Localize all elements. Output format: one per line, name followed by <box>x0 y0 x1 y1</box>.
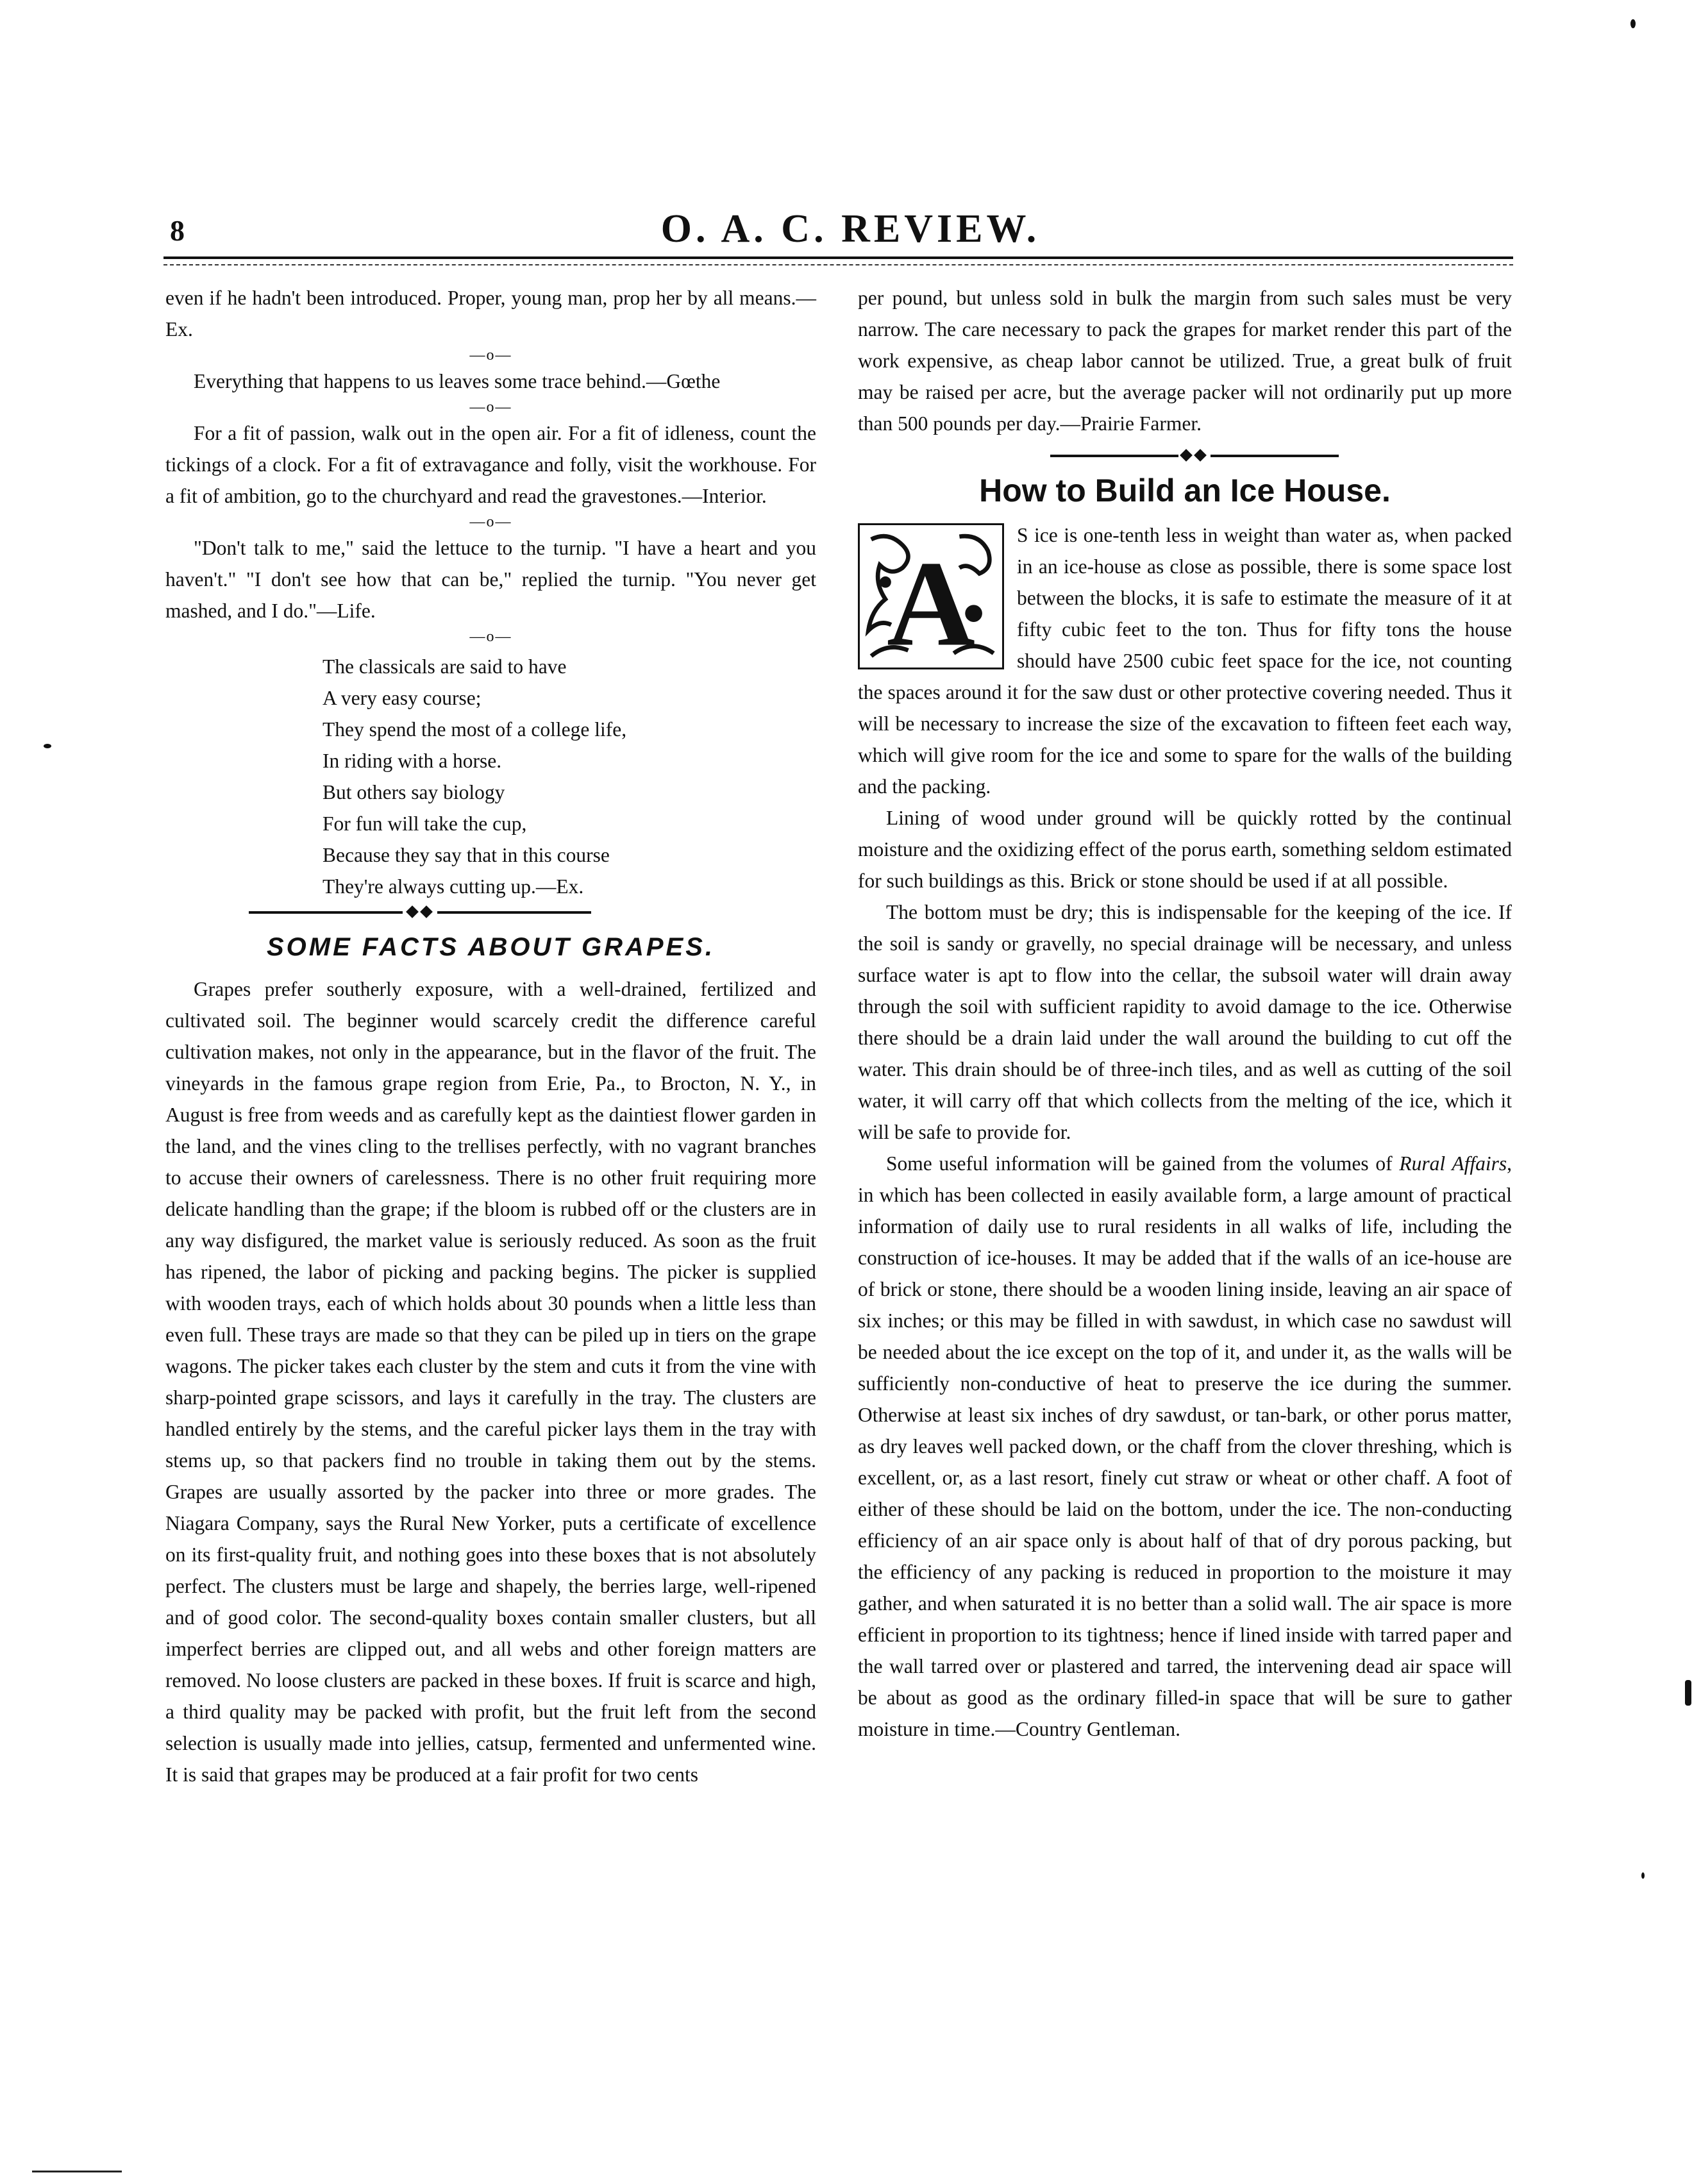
paragraph-proper-young-man: even if he hadn't been introduced. Proper, young man, prop her by all means.—Ex. <box>165 287 816 340</box>
scan-speck <box>44 744 51 748</box>
scan-speck <box>1685 1680 1691 1706</box>
header-rule <box>163 256 1513 259</box>
poem-line: They spend the most of a college life, <box>323 718 627 741</box>
grapes-article-continued: per pound, but unless sold in bulk the margin from such sales must be very narrow. The care necessary to pack the grapes for market render this part of the work expensive, as cheap labor cannot be utilized. True, a great bulk of fruit may be raised per acre, but the average packer will not ordinarily put up more than 500 pounds per day.—Prairie Farmer. <box>858 287 1512 435</box>
ornamental-dropcap-a <box>858 523 1004 669</box>
book-title-rural-affairs: Rural Affairs <box>1399 1152 1507 1175</box>
poem-classicals <box>323 651 816 902</box>
right-column <box>858 282 1512 1745</box>
page-number: 8 <box>170 214 185 247</box>
dropcap-illustration-icon <box>860 525 1002 668</box>
grapes-article-text: Grapes prefer southerly exposure, with a well-drained, fertilized and cultivated soil. The beginner would scarcely credit the difference careful cultivation makes, not only in the appearance, but in the flavor of the fruit. The vineyards in the famous grape region from Erie, Pa., to Brocton, N. Y., in August is free from weeds and as carefully kept as the daintiest flower garden in the land, and the vines cling to the trellises perfectly, with no vagrant branches to accuse their owners of carelessness. There is no other fruit requiring more delicate handling than the grape; if the bloom is rubbed off or the clusters are in any way disfigured, the market value is seriously reduced. As soon as the fruit has ripened, the labor of picking and packing begins. The picker is supplied with wooden trays, each of which holds about 30 pounds when a little less than even full. These trays are made so that they can be piled up in tiers on the grape wagons. The picker takes each cluster by the stem and cuts it from the vine with sharp-pointed grape scissors, and lays it carefully in the tray. The clusters are handled entirely by the stems, and the careful picker lays them in the tray with stems up, so that packers find no trouble in taking them out by the stems. Grapes are usually assorted by the packer into three or more grades. The Niagara Company, says the Rural New Yorker, puts a certificate of excellence on its first-quality fruit, and nothing goes into these boxes that is not absolutely perfect. The clusters must be large and shapely, the berries large, well-ripened and of good color. The second-quality boxes contain smaller clusters, but all imperfect berries are clipped out, and all webs and other foreign matters are removed. No loose clusters are packed in these boxes. If fruit is scarce and high, a third quality may be packed with profit, but the fruit left from the second selection is usually made into jellies, catsup, fermented and unfermented wine. It is said that grapes may be produced at a fair profit for two cents <box>165 978 816 1786</box>
separator: —o— <box>469 347 512 364</box>
left-column <box>165 282 816 1790</box>
poem-line: A very easy course; <box>323 687 482 709</box>
grapes-heading: SOME FACTS ABOUT GRAPES. <box>266 933 715 961</box>
ice-paragraph-weight: S ice is one-tenth less in weight than water as, when packed in an ice-house as close as possible, there is some space lost between the blocks, it is safe to estimate the measure of it at fifty cubic feet to the ton. Thus for fifty tons the house should have 2500 cubic feet space for the ice, not counting the spaces around it for the saw dust or other protective covering needed. Thus it will be necessary to increase the size of the excavation to fifteen feet each way, which will give room for the ice and some to spare for the walls of the building and the packing. <box>858 524 1512 798</box>
poem-line: The classicals are said to have <box>323 655 567 678</box>
header-rule-dashed <box>163 264 1513 265</box>
text-run: Some useful information will be gained from the volumes of <box>886 1152 1400 1175</box>
scan-speck <box>1630 19 1636 28</box>
ornament-divider <box>858 448 1512 464</box>
text-run: , in which has been collected in easily available form, a large amount of practical information of daily use to rural residents in all walks of life, including the construction of ice-houses. It may be added that if the walls of an ice-house are of brick or stone, there should be a wooden lining inside, leaving an air space of six inches; or this may be filled in with sawdust, in which case no sawdust will be needed about the ice except on the top of it, and under it, as the walls will be sufficiently non-conductive of heat to preserve the ice during the summer. Otherwise at least six inches of dry sawdust, or tan-bark, or other porus matter, as dry leaves well packed down, or the chaff from the clover threshing, which is excellent, or, as a last resort, finely cut straw or wheat or other chaff. A foot of either of these should be laid on the bottom, under the ice. The non-conducting efficiency of an air space only is about half of that of dry porous packing, but the efficiency of any packing is reduced in proportion to the moisture it may gather, and when saturated it is no better than a solid wall. The air space is more efficient in proportion to its tightness; hence if lined inside with tarred paper and the wall tarred over or plastered and tarred, the intervening dead air space will be about as good as the ordinary filled-in space that will be sure to gather moisture in time.—Country Gentleman. <box>858 1152 1512 1740</box>
ice-house-article <box>858 519 1512 1745</box>
svg-text:A: A <box>887 536 975 668</box>
poem-line: But others say biology <box>323 781 505 803</box>
separator: —o— <box>469 399 512 416</box>
paragraph-goethe: Everything that happens to us leaves some trace behind.—Gœthe <box>194 370 721 392</box>
poem-line: They're always cutting up.—Ex. <box>323 875 584 898</box>
poem-line: In riding with a horse. <box>323 750 502 772</box>
ice-paragraph-rural-affairs <box>858 1148 1512 1745</box>
poem-line: Because they say that in this course <box>323 844 610 866</box>
paragraph-lettuce-turnip: "Don't talk to me," said the lettuce to the turnip. "I have a heart and you haven't." "I don't see how that can be," replied the turnip. "You never get mashed, and I do."—Life. <box>165 537 816 622</box>
ice-paragraph-bottom: The bottom must be dry; this is indispensable for the keeping of the ice. If the soil is sandy or gravelly, no special drainage will be necessary, and unless surface water is apt to flow into the cellar, the subsoil water will drain away through the soil with sufficient rapidity to avoid damage to the ice. Otherwise there should be a drain laid under the wall around the building to cut off the water. This drain should be of three-inch tiles, and as well as cutting of the soil water, it will carry off that which collects from the melting of the ice, which it will be safe to provide for. <box>858 901 1512 1143</box>
poem-line: For fun will take the cup, <box>323 812 527 835</box>
separator: —o— <box>469 628 512 645</box>
scan-speck <box>1641 1872 1645 1879</box>
paragraph-fit-of-passion: For a fit of passion, walk out in the open air. For a fit of idleness, count the tickings of a clock. For a fit of extravagance and folly, visit the workhouse. For a fit of ambition, go to the churchyard and read the gravestones.—Interior. <box>165 422 816 507</box>
ice-paragraph-lining: Lining of wood under ground will be quickly rotted by the continual moisture and the oxidizing effect of the porus earth, something seldom estimated for such buildings as this. Brick or stone should be used if at all possible. <box>858 807 1512 892</box>
ice-house-heading: How to Build an Ice House. <box>979 473 1391 508</box>
bottom-edge-mark <box>32 2171 122 2172</box>
ornament-divider <box>165 905 816 920</box>
masthead-title: O. A. C. REVIEW. <box>660 207 1041 251</box>
separator: —o— <box>469 514 512 530</box>
